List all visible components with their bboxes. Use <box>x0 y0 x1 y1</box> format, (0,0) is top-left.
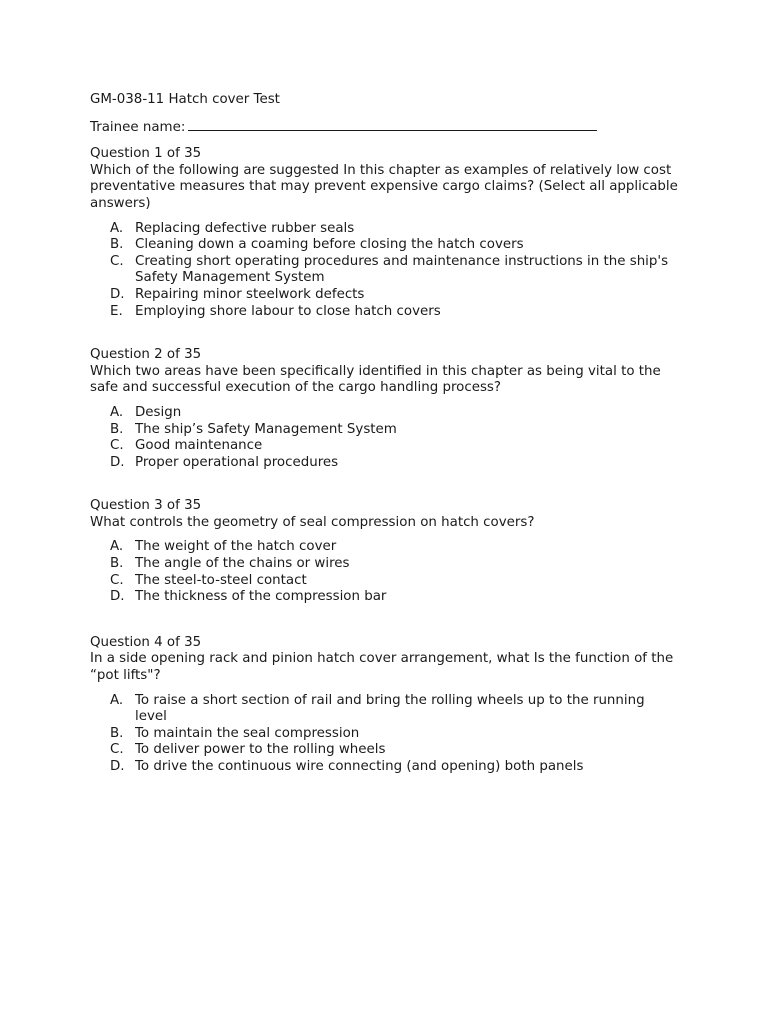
option-text: Design <box>135 404 182 420</box>
option-letter: A. <box>110 692 124 708</box>
answer-option-d <box>90 589 680 606</box>
question-text: What controls the geometry of seal compression on hatch covers? <box>90 514 535 530</box>
answer-options <box>90 221 680 321</box>
question-1 <box>90 146 680 320</box>
question-3 <box>90 498 680 606</box>
option-text: To raise a short section of rail and bring the rolling wheels up to the running level <box>135 692 645 725</box>
answer-option-d <box>90 287 680 304</box>
option-text: To maintain the seal compression <box>135 725 360 741</box>
option-text: To deliver power to the rolling wheels <box>135 742 386 758</box>
option-letter: D. <box>110 286 125 302</box>
answer-option-b <box>90 726 680 743</box>
answer-option-d <box>90 455 680 472</box>
option-text: Replacing defective rubber seals <box>135 220 355 236</box>
option-letter: A. <box>110 539 124 555</box>
answer-option-e <box>90 304 680 321</box>
option-text: To drive the continuous wire connecting (and opening) both panels <box>135 759 584 774</box>
question-heading: Question 1 of 35 <box>90 146 202 162</box>
answer-options <box>90 693 680 776</box>
option-text: Cleaning down a coaming before closing the hatch covers <box>135 237 524 253</box>
answer-option-c <box>90 438 680 455</box>
option-letter: B. <box>110 556 124 572</box>
option-text: The ship’s Safety Management System <box>135 421 397 437</box>
answer-option-c <box>90 573 680 590</box>
question-heading: Question 4 of 35 <box>90 634 202 650</box>
answer-option-b <box>90 422 680 439</box>
option-letter: A. <box>110 220 124 236</box>
option-letter: D. <box>110 759 125 774</box>
trainee-name-field <box>90 119 680 137</box>
option-letter: C. <box>110 438 124 454</box>
answer-option-c <box>90 742 680 759</box>
option-letter: D. <box>110 589 125 605</box>
option-text: Good maintenance <box>135 438 263 454</box>
question-heading: Question 2 of 35 <box>90 347 202 363</box>
answer-options <box>90 405 680 471</box>
option-text: The thickness of the compression bar <box>135 589 387 605</box>
document-title: GM-038-11 Hatch cover Test <box>90 92 280 107</box>
option-letter: A. <box>110 404 124 420</box>
option-text: The angle of the chains or wires <box>135 556 350 572</box>
answer-option-a <box>90 221 680 238</box>
option-letter: B. <box>110 421 124 437</box>
answer-option-b <box>90 556 680 573</box>
question-heading: Question 3 of 35 <box>90 498 202 514</box>
option-letter: C. <box>110 742 124 758</box>
question-text: Which of the following are suggested In this chapter as examples of relatively low cost preventative measures that may prevent expensive cargo claims? (Select all applicable answers) <box>90 162 678 211</box>
trainee-name-blank-line <box>188 119 597 131</box>
trainee-name-label: Trainee name: <box>90 119 186 135</box>
document-page <box>90 92 680 776</box>
answer-options <box>90 539 680 605</box>
option-text: Creating short operating procedures and maintenance instructions in the ship's <box>135 253 669 269</box>
option-text: Proper operational procedures <box>135 454 339 470</box>
option-text-container <box>135 254 680 287</box>
option-text: Repairing minor steelwork defects <box>135 286 365 302</box>
option-letter: B. <box>110 725 124 741</box>
answer-option-a <box>90 405 680 422</box>
option-letter: E. <box>110 303 123 319</box>
answer-option-a <box>90 693 680 726</box>
question-text: In a side opening rack and pinion hatch cover arrangement, what Is the function of the “pot lifts"? <box>90 651 674 684</box>
option-letter: C. <box>110 572 124 588</box>
answer-option-b <box>90 237 680 254</box>
option-letter: D. <box>110 454 125 470</box>
question-2 <box>90 347 680 471</box>
answer-option-d <box>90 759 680 776</box>
option-text: The weight of the hatch cover <box>135 539 337 555</box>
answer-option-a <box>90 539 680 556</box>
question-text: Which two areas have been specifically identified in this chapter as being vital to the safe and successful execution of the cargo handling process? <box>90 363 661 396</box>
answer-option-c <box>90 254 680 287</box>
option-letter: C. <box>110 253 124 269</box>
question-4 <box>90 635 680 776</box>
option-text: Employing shore labour to close hatch covers <box>135 303 441 319</box>
option-letter: B. <box>110 237 124 253</box>
option-text: The steel-to-steel contact <box>135 572 307 588</box>
option-text-continuation: Safety Management System <box>135 270 325 286</box>
